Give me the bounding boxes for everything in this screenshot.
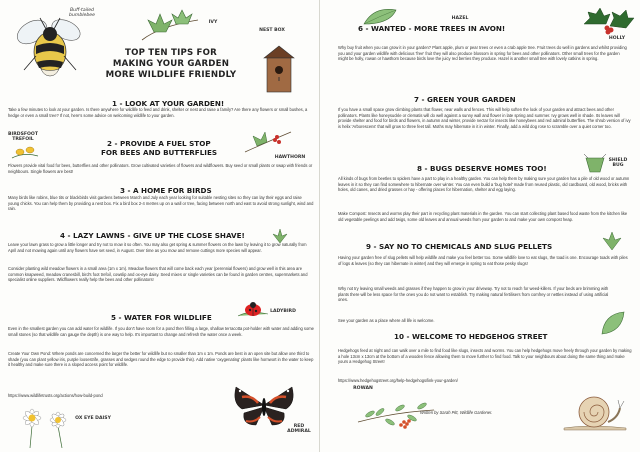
label-ivy: IVY xyxy=(208,20,218,25)
section-9-heading: 9 - SAY NO TO CHEMICALS AND SLUG PELLETS xyxy=(366,242,553,251)
hawthorn-icon xyxy=(243,126,293,156)
holly-illustration xyxy=(580,4,636,38)
label-ox-eye-daisy: OX EYE DAISY xyxy=(75,416,111,421)
section-9-text-2: Why not try leaving small weeds and grasses if they happen to grow in your driveway. Try not to reach for weed-killers. If your beds are brimming with plants there will be less space for the ones you do not want to establish. Try making natural fertilisers from comfrey or nettles instead of using artificial ones. xyxy=(338,286,609,303)
leaf-icon xyxy=(598,308,628,338)
ivy-leaf-icon-2 xyxy=(600,230,624,252)
section-9-text-3: See your garden as a place where all life is welcome. xyxy=(338,318,435,323)
section-5-link[interactable]: https://www.wildlifetrusts.org/actions/how-build-pond xyxy=(8,393,103,398)
birdsfoot-trefoil-icon xyxy=(10,144,40,160)
ladybird-illustration xyxy=(238,300,268,322)
ivy-leaves-icon xyxy=(140,6,200,46)
section-8-heading: 8 - BUGS DESERVE HOMES TOO! xyxy=(417,164,547,173)
section-5-text-1: Even in the smallest garden you can add water for wildlife. If you don't have room for a pond then filling a large, shallow terracotta pot-holder with water and adding some small stones (so that wildlife can gauge the depth) is one way to help. It's important to change and refresh the water once a week. xyxy=(8,326,314,337)
section-4-text-2: Consider planting wild meadow flowers in a small area (1m x 1m). Meadow flowers that will come back each year (perennial flowers) and grow well in this area are common knapweed, meadow cranesbill, bird's foot trefoil, cowslip and ox-eye daisy. Seed mixes or single varieties can be found in garden centres, supermarkets and specialist online suppliers. Wildflowers really help the bees and other pollinators! xyxy=(8,266,308,283)
section-10-text: Hedgehogs feed at night and can walk over a mile to find food like slugs, insects and worms. You can help hedgehogs move freely through your garden by making a hole 13cm x 13cm at the bottom of a wooden fence allowing them to move further to find food. Talk to your neighbours about doing the same thing and make yours a Hedgehog Street! xyxy=(338,348,632,365)
ox-eye-daisy-illustration xyxy=(10,404,80,448)
section-6-text: Why buy fruit when you can grow it in your garden? Plant apple, plum or pear trees or even a crab apple tree. Fruit trees do well in gardens and whilst providing you and your garden wildlife with delicious 'free' fruit they will also produce blossom in spring for bees and other pollinators. Other small trees for the garden might be holly, rowan or hawthorn because birds love the juicy red berries they produce. Hazel is another small tree with lovely catkins in spring. xyxy=(338,45,627,62)
label-birdsfoot-trefoil: BIRDSFOOT TREFOIL xyxy=(8,132,38,143)
title-line-2: MAKING YOUR GARDEN xyxy=(112,59,230,69)
title-line-3: MORE WILDLIFE FRIENDLY xyxy=(105,70,237,80)
section-4-heading: 4 - LAZY LAWNS - GIVE UP THE CLOSE SHAVE! xyxy=(60,231,245,240)
section-2-heading-line-1: 2 - PROVIDE A FUEL STOP xyxy=(107,139,211,148)
red-admiral-illustration xyxy=(232,383,296,429)
section-3-heading: 3 - A HOME FOR BIRDS xyxy=(120,186,212,195)
label-hazel: HAZEL xyxy=(451,16,469,21)
section-2-heading-line-2: FOR BEES AND BUTTERFLIES xyxy=(101,148,218,157)
intro-text: Take a few minutes to look at your garden. Is there anywhere for wildlife to feed and drink, shelter or nest and raise a family? Are there any flowers or small bushes, a hedge or even a small tree? If not, here's some advice on welcoming wildlife to your garden. xyxy=(8,107,308,118)
shield-bug-illustration xyxy=(582,154,608,176)
right-page xyxy=(320,0,640,452)
page-title xyxy=(96,48,246,81)
label-shield-bug: SHIELD BUG xyxy=(608,158,628,169)
section-2-text: Flowers provide vital food for bees, butterflies and other pollinators. Grow cultivated varieties of flowers and wildflowers. Buy seed or small plants or swap with friends or neighbours. Single flowers are best! xyxy=(8,163,313,174)
title-line-1: TOP TEN TIPS FOR xyxy=(125,48,217,58)
section-4-text-1: Leave your lawn grass to grow a little longer and try not to mow it so often. You may also get spring & summer flowers on the lawn by leaving it to grow naturally from April and not mowing again until any flowers have set seed, in August. Over time as you mow and remove cuttings more species will appear. xyxy=(8,242,307,253)
label-bumblebee: Buff-tailed bumblebee xyxy=(69,8,95,19)
section-5-text-2: Create Your Own Pond: Where ponds are concerned the larger the better for wildlife but no smaller than 1m x 1m. Ponds are best in an open site but allow one third to shade (you can plant yellow iris, purple loosestrife, grasses and sedges round the edge to provide this). Add native 'oxygenating' plants like hornwort in the water to keep it healthy and make sure there is a sloped access point for wildlife. xyxy=(8,351,314,368)
section-9-text-1: Having your garden free of slug pellets will help wildlife and make you feel better too. Some wildlife love to eat slugs, the toad is one. Encourage toads with piles of logs & leaves (so they can hibernate in winter) and they will emerge in spring to eat those pesky slugs! xyxy=(338,255,628,266)
section-10-link[interactable]: https://www.hedgehogstreet.org/help-hedgehogs/link-your-garden/ xyxy=(338,378,458,383)
section-8-text-1: All kinds of bugs from beetles to spiders have a part to play in a healthy garden. You can help them by making sure your garden has a pile of old wood or autumn leaves in it so they can find somewhere to hibernate over winter. You can even build a 'bug hotel' made from reused plastic, old cardboard, old wood, bricks with holes, old canes, and dried grasses or hay - offering places for hibernation, shelter and egg laying. xyxy=(338,176,630,193)
section-7-heading: 7 - GREEN YOUR GARDEN xyxy=(414,95,516,104)
nest-box-illustration xyxy=(262,44,296,96)
section-7-text: If you have a small space grow climbing plants that flower, near walls and fences. This will help soften the look of your garden and attract bees and other pollinators. Plants like honeysuckle or clematis will do well against a sunny wall and flower in late spring and summer. Ivy grows well in shade. Its leaves will provide shelter and food for birds and flowers, in autumn and winter, provide nectar for insects like honeybees and red admiral butterflies. The shrub version of ivy is helix 'Arborescens' that will grow to three feet tall. Moths may hibernate in it in winter. Finally, add a wild dog rose to scramble over a quiet corner too. xyxy=(338,107,631,130)
label-hawthorn: HAWTHORN xyxy=(274,155,306,160)
section-3-text: Many birds like robins, blue tits or blackbirds visit gardens between March and July each year looking for suitable nesting sites so they can lay their eggs and raise young chicks. You can help them by providing a nest box. Fix a bird box 2-4 metres up on a wall or tree, facing between north and east to avoid strong sunlight, wind and rain. xyxy=(8,195,314,212)
label-red-admiral: RED ADMIRAL xyxy=(287,424,311,435)
label-rowan: ROWAN xyxy=(353,386,373,391)
label-nest-box: NEST BOX xyxy=(259,28,285,33)
snail-illustration xyxy=(560,388,630,432)
label-ladybird: LADYBIRD xyxy=(270,309,296,314)
bumblebee-illustration xyxy=(10,10,92,84)
section-1-heading: 1 - LOOK AT YOUR GARDEN! xyxy=(112,99,225,108)
author-credit: Written by Sarah Pitt, Wildlife Gardener. xyxy=(420,410,493,415)
label-holly: HOLLY xyxy=(608,36,626,41)
section-8-text-2: Make Compost: Insects and worms play their part in recycling plant materials in the garden. You can start collecting plant based food waste from the kitchen like old vegetable peelings and add twigs, some old leaves and annual weeds from your garden to and make your own compost heap. xyxy=(338,211,628,222)
section-10-heading: 10 - WELCOME TO HEDGEHOG STREET xyxy=(394,332,548,341)
section-6-heading: 6 - WANTED - MORE TREES IN AVON! xyxy=(358,24,506,33)
section-5-heading: 5 - WATER FOR WILDLIFE xyxy=(111,313,212,322)
